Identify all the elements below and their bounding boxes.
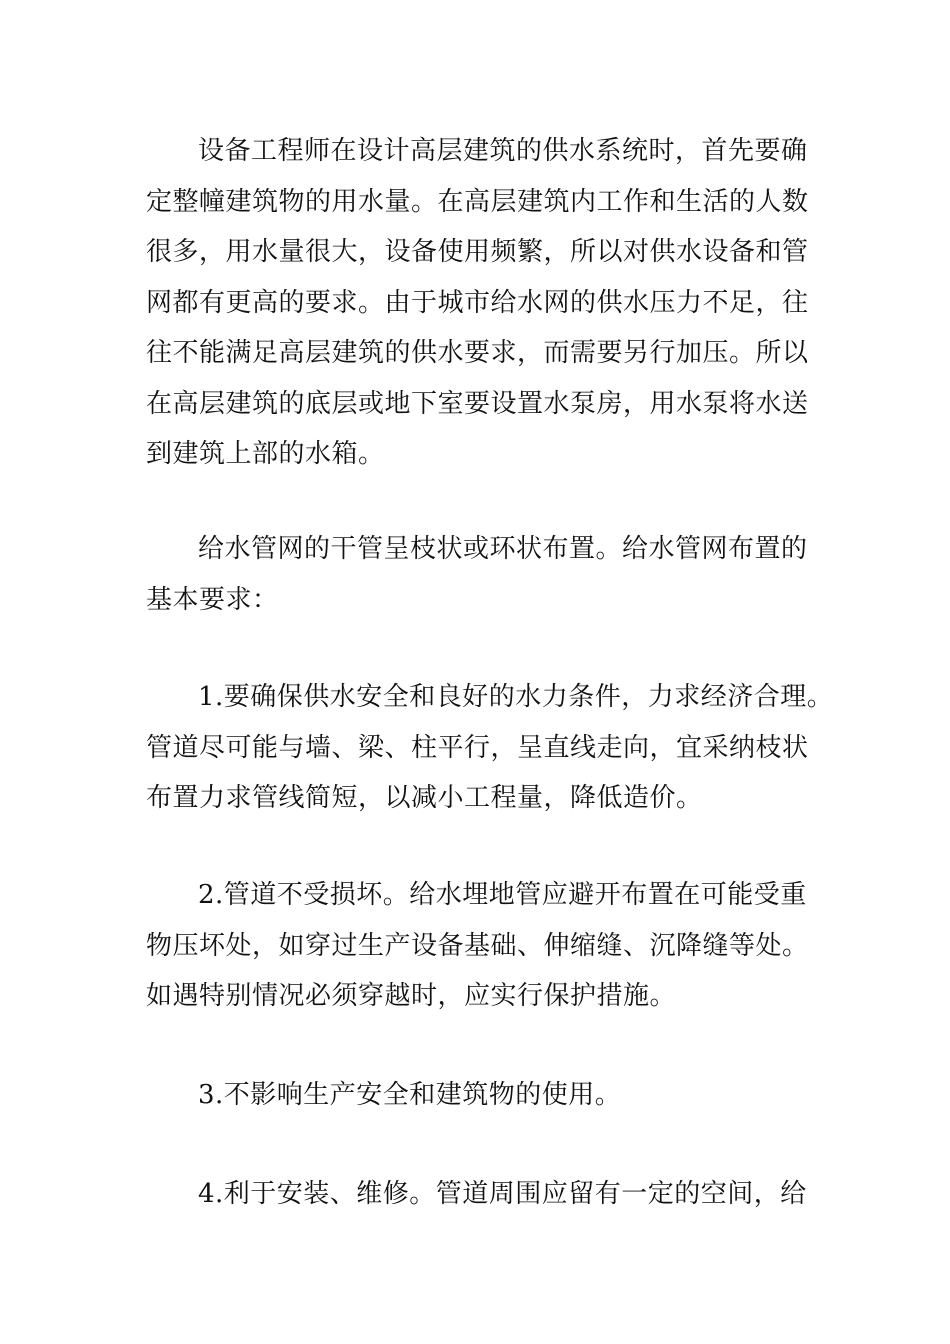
paragraph-requirement-1	[146, 672, 846, 824]
paragraph-pipe-network-layout	[146, 524, 846, 625]
text-line: 布置力求管线简短，以减小工程量，降低造价。	[146, 783, 703, 813]
text-line: 管道尽可能与墙、梁、柱平行，呈直线走向，宜采纳枝状	[146, 732, 809, 763]
text-line: 物压坏处，如穿过生产设备基础、伸缩缝、沉降缝等处。	[146, 930, 809, 961]
text-line: 网都有更高的要求。由于城市给水网的供水压力不足，往	[146, 287, 809, 318]
text-line: 往不能满足高层建筑的供水要求，而需要另行加压。所以	[146, 338, 809, 368]
text-line: 2.管道不受损坏。给水埋地管应避开布置在可能受重	[198, 880, 807, 910]
text-line: 到建筑上部的水箱。	[146, 439, 385, 469]
text-line: 给水管网的干管呈枝状或环状布置。给水管网布置的	[198, 534, 808, 564]
text-line: 很多，用水量很大，设备使用频繁，所以对供水设备和管	[146, 237, 809, 267]
paragraph-requirement-2	[146, 870, 846, 1022]
paragraph-water-supply-intro	[146, 126, 846, 480]
paragraph-requirement-4	[146, 1169, 846, 1220]
text-line: 设备工程师在设计高层建筑的供水系统时，首先要确	[198, 136, 808, 166]
text-line: 4.利于安装、维修。管道周围应留有一定的空间，给	[198, 1179, 807, 1209]
text-line: 在高层建筑的底层或地下室要设置水泵房，用水泵将水送	[146, 388, 809, 419]
text-line: 如遇特别情况必须穿越时，应实行保护措施。	[146, 981, 677, 1011]
text-line: 3.不影响生产安全和建筑物的使用。	[198, 1080, 622, 1110]
text-line: 基本要求：	[146, 584, 279, 615]
text-line: 1.要确保供水安全和良好的水力条件，力求经济合理。	[198, 682, 834, 712]
paragraph-requirement-3	[146, 1070, 846, 1121]
text-line: 定整幢建筑物的用水量。在高层建筑内工作和生活的人数	[146, 186, 809, 217]
